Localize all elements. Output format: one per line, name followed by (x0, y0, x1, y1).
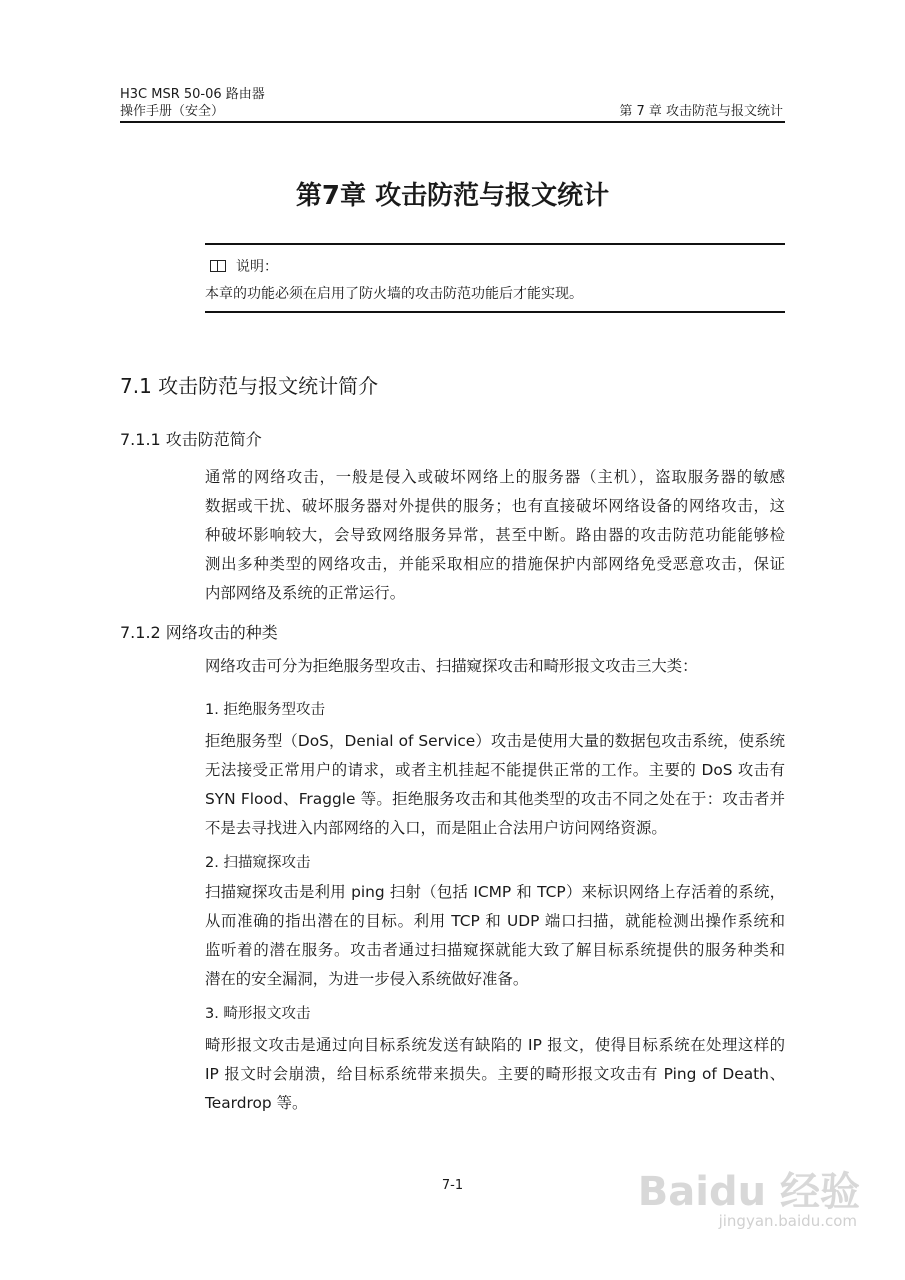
text-line: 扫描窥探攻击是利用 ping 扫射（包括 ICMP 和 TCP）来标识网络上存活着的系统， (205, 883, 785, 901)
header-product: H3C MSR 50-06 路由器 (120, 87, 265, 102)
note-bottom-rule (205, 311, 785, 313)
text-line: 潜在的安全漏洞，为进一步侵入系统做好准备。 (205, 970, 529, 988)
text-line: 无法接受正常用户的请求，或者主机挂起不能提供正常的工作。主要的 DoS 攻击有 (205, 761, 785, 779)
note-label (210, 256, 278, 276)
paragraph (205, 878, 785, 994)
text-line: 种破坏影响较大，会导致网络服务异常，甚至中断。路由器的攻击防范功能能够检 (205, 526, 785, 544)
note-label-text: 说明： (236, 259, 278, 275)
text-line: IP 报文时会崩溃，给目标系统带来损失。主要的畸形报文攻击有 Ping of Death、 (205, 1065, 785, 1083)
watermark-url: jingyan.baidu.com (718, 1212, 857, 1230)
page-number: 7-1 (441, 1178, 464, 1193)
text-line: SYN Flood、Fraggle 等。拒绝服务攻击和其他类型的攻击不同之处在于：攻击者并 (205, 790, 785, 808)
watermark-logo: Baidu 经验 (637, 1169, 860, 1215)
paragraph (205, 652, 785, 681)
paragraph (205, 463, 785, 608)
item-heading: 1. 拒绝服务型攻击 (205, 702, 325, 718)
text-line: 拒绝服务型（DoS，Denial of Service）攻击是使用大量的数据包攻击系统，使系统 (205, 732, 785, 750)
text-line: 数据或干扰、破坏服务器对外提供的服务；也有直接破坏网络设备的网络攻击，这 (205, 497, 785, 515)
header-manual: 操作手册（安全） (120, 104, 225, 119)
section-heading: 7.1 攻击防范与报文统计简介 (120, 374, 379, 398)
item-heading: 2. 扫描窥探攻击 (205, 855, 311, 871)
text-line: 内部网络及系统的正常运行。 (205, 584, 406, 602)
text-line: 从而准确的指出潜在的目标。利用 TCP 和 UDP 端口扫描，就能检测出操作系统和 (205, 912, 785, 930)
book-icon (210, 260, 226, 272)
subsection-heading: 7.1.2 网络攻击的种类 (120, 623, 278, 642)
text-line: 畸形报文攻击是通过向目标系统发送有缺陷的 IP 报文，使得目标系统在处理这样的 (205, 1036, 785, 1054)
header-rule (120, 121, 785, 123)
paragraph (205, 1031, 785, 1118)
subsection-heading: 7.1.1 攻击防范简介 (120, 430, 262, 449)
text-line: 监听着的潜在服务。攻击者通过扫描窥探就能大致了解目标系统提供的服务种类和 (205, 941, 785, 959)
header-chapter: 第 7 章 攻击防范与报文统计 (619, 104, 783, 119)
text-line: 测出多种类型的网络攻击，并能采取相应的措施保护内部网络免受恶意攻击，保证 (205, 555, 785, 573)
note-text: 本章的功能必须在启用了防火墙的攻击防范功能后才能实现。 (205, 286, 583, 302)
text-line: Teardrop 等。 (205, 1094, 308, 1112)
chapter-title: 第7章 攻击防范与报文统计 (295, 181, 610, 211)
item-heading: 3. 畸形报文攻击 (205, 1006, 311, 1022)
text-line: 不是去寻找进入内部网络的入口，而是阻止合法用户访问网络资源。 (205, 819, 667, 837)
note-top-rule (205, 243, 785, 245)
paragraph (205, 727, 785, 843)
text-line: 网络攻击可分为拒绝服务型攻击、扫描窥探攻击和畸形报文攻击三大类： (205, 657, 698, 675)
text-line: 通常的网络攻击，一般是侵入或破坏网络上的服务器（主机），盗取服务器的敏感 (205, 468, 785, 486)
